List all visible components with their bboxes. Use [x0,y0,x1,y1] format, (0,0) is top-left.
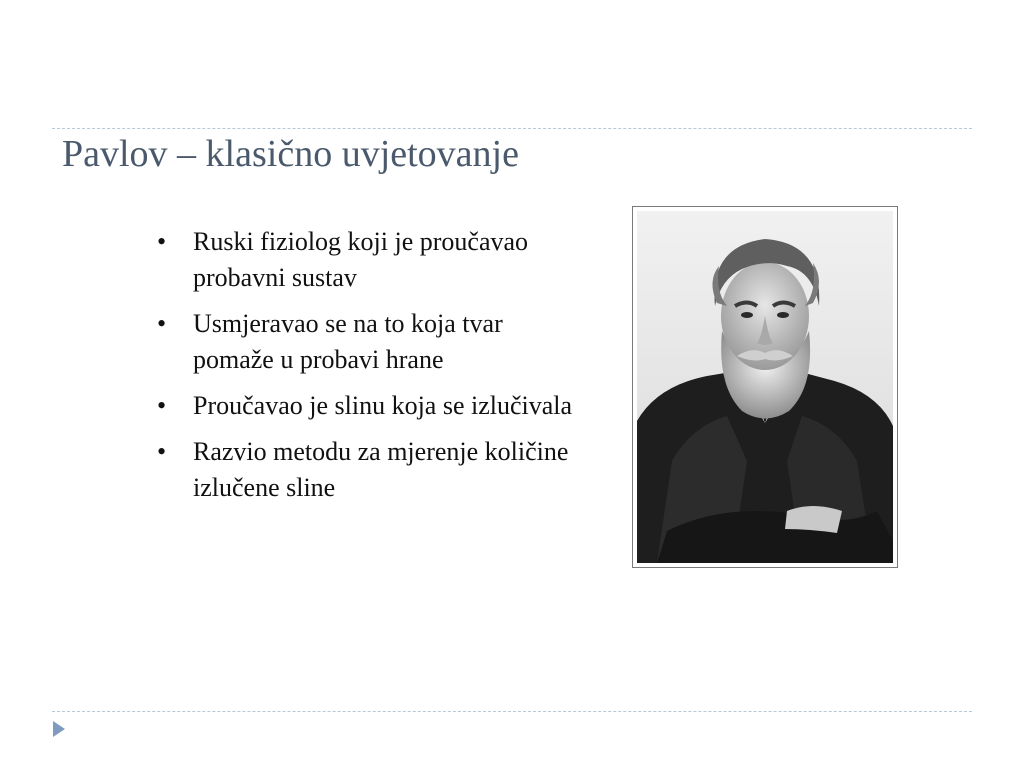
bullet-text: Usmjeravao se na to koja tvar pomaže u probavi hrane [193,309,503,374]
footer-divider [52,711,972,712]
portrait-photo [632,206,898,568]
portrait-illustration [637,211,893,563]
bullet-text: Ruski fiziolog koji je proučavao probavni sustav [193,227,529,292]
bullet-item [157,388,577,424]
title-divider-top [52,128,972,129]
next-slide-triangle-icon[interactable] [51,719,67,739]
bullet-marker: • [157,437,167,466]
bullet-item [157,434,577,506]
bullet-item [157,306,577,378]
bullet-marker: • [157,309,167,338]
bullet-item [157,224,577,296]
bullet-text: Razvio metodu za mjerenje količine izlučene sline [193,437,569,502]
slide-title: Pavlov – klasično uvjetovanje [62,133,519,175]
bullet-text: Proučavao je slinu koja se izlučivala [193,391,573,420]
bullet-marker: • [157,227,167,256]
bullet-marker: • [157,391,167,420]
bullet-list [157,224,577,516]
